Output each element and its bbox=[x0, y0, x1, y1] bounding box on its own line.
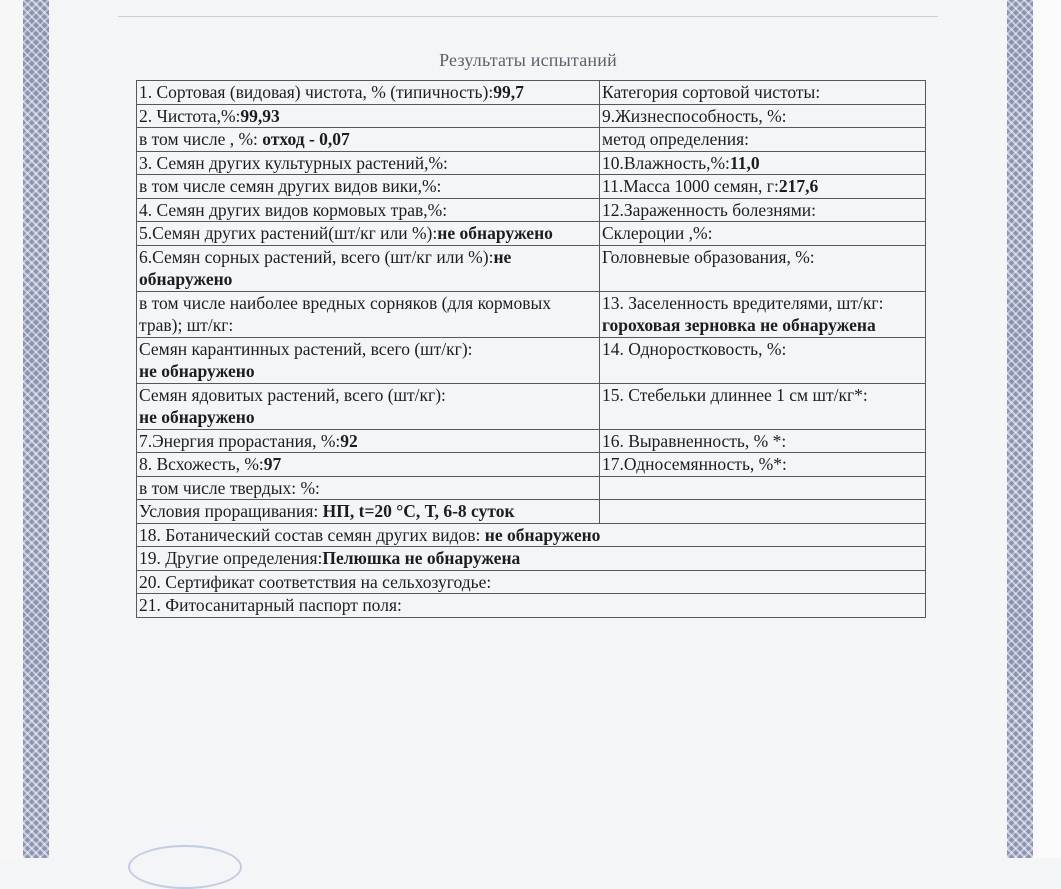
table-row bbox=[137, 429, 926, 453]
table-row bbox=[137, 81, 926, 105]
cell-full: 21. Фитосанитарный паспорт поля: bbox=[137, 594, 926, 618]
cell-left: в том числе твердых: %: bbox=[137, 476, 600, 500]
cell-full: 18. Ботанический состав семян других видов: не обнаружено bbox=[137, 523, 926, 547]
table-row bbox=[137, 128, 926, 152]
cell-full: 20. Сертификат соответствия на сельхозугодье: bbox=[137, 570, 926, 594]
cell-right: Головневые образования, %: bbox=[600, 245, 926, 291]
table-row-full bbox=[137, 547, 926, 571]
cell-right: 16. Выравненность, % *: bbox=[600, 429, 926, 453]
cell-left: 6.Семян сорных растений, всего (шт/кг или %):не обнаружено bbox=[137, 245, 600, 291]
cell-left: 3. Семян других культурных растений,%: bbox=[137, 151, 600, 175]
cell-left: Семян ядовитых растений, всего (шт/кг): не обнаружено bbox=[137, 383, 600, 429]
cell-right: 15. Стебельки длиннее 1 см шт/кг*: bbox=[600, 383, 926, 429]
cell-right: 9.Жизнеспособность, %: bbox=[600, 104, 926, 128]
cell-right: 11.Масса 1000 семян, г:217,6 bbox=[600, 175, 926, 199]
cell-right bbox=[600, 500, 926, 524]
cell-right: 13. Заселенность вредителями, шт/кг: гороховая зерновка не обнаружена bbox=[600, 291, 926, 337]
table-row bbox=[137, 175, 926, 199]
table-row-full bbox=[137, 523, 926, 547]
cell-right: 10.Влажность,%:11,0 bbox=[600, 151, 926, 175]
cell-left: 2. Чистота,%:99,93 bbox=[137, 104, 600, 128]
cell-left: 4. Семян других видов кормовых трав,%: bbox=[137, 198, 600, 222]
cell-left: Семян карантинных растений, всего (шт/кг): не обнаружено bbox=[137, 337, 600, 383]
ornamental-border-right bbox=[1007, 0, 1033, 858]
table-row-full bbox=[137, 570, 926, 594]
cell-left: Условия проращивания: НП, t=20 °С, Т, 6-8 суток bbox=[137, 500, 600, 524]
cell-right: 17.Односемянность, %*: bbox=[600, 453, 926, 477]
top-rule bbox=[118, 16, 938, 17]
cell-right bbox=[600, 476, 926, 500]
cell-left: 8. Всхожесть, %:97 bbox=[137, 453, 600, 477]
cell-full: 19. Другие определения:Пелюшка не обнаружена bbox=[137, 547, 926, 571]
page-edge-left bbox=[0, 0, 23, 858]
section-title: Результаты испытаний bbox=[439, 50, 617, 70]
cell-left: 5.Семян других растений(шт/кг или %):не обнаружено bbox=[137, 222, 600, 246]
table-row bbox=[137, 476, 926, 500]
cell-right: 14. Одноростковость, %: bbox=[600, 337, 926, 383]
stamp-fragment bbox=[128, 845, 242, 889]
cell-right: Категория сортовой чистоты: bbox=[600, 81, 926, 105]
cell-right: Склероции ,%: bbox=[600, 222, 926, 246]
table-row bbox=[137, 337, 926, 383]
cell-left: 7.Энергия прорастания, %:92 bbox=[137, 429, 600, 453]
page-edge-right bbox=[1033, 0, 1061, 858]
table-row bbox=[137, 198, 926, 222]
table-row bbox=[137, 151, 926, 175]
table-row bbox=[137, 500, 926, 524]
table-row-full bbox=[137, 594, 926, 618]
table-row bbox=[137, 453, 926, 477]
ornamental-border-left bbox=[23, 0, 49, 858]
test-results-table bbox=[136, 80, 926, 618]
cell-right: метод определения: bbox=[600, 128, 926, 152]
table-row bbox=[137, 245, 926, 291]
cell-left: в том числе наиболее вредных сорняков (для кормовых трав); шт/кг: bbox=[137, 291, 600, 337]
table-row bbox=[137, 383, 926, 429]
cell-left: 1. Сортовая (видовая) чистота, % (типичность):99,7 bbox=[137, 81, 600, 105]
cell-right: 12.Зараженность болезнями: bbox=[600, 198, 926, 222]
cell-left: в том числе , %: отход - 0,07 bbox=[137, 128, 600, 152]
cell-left: в том числе семян других видов вики,%: bbox=[137, 175, 600, 199]
table-row bbox=[137, 291, 926, 337]
table-row bbox=[137, 222, 926, 246]
table-row bbox=[137, 104, 926, 128]
